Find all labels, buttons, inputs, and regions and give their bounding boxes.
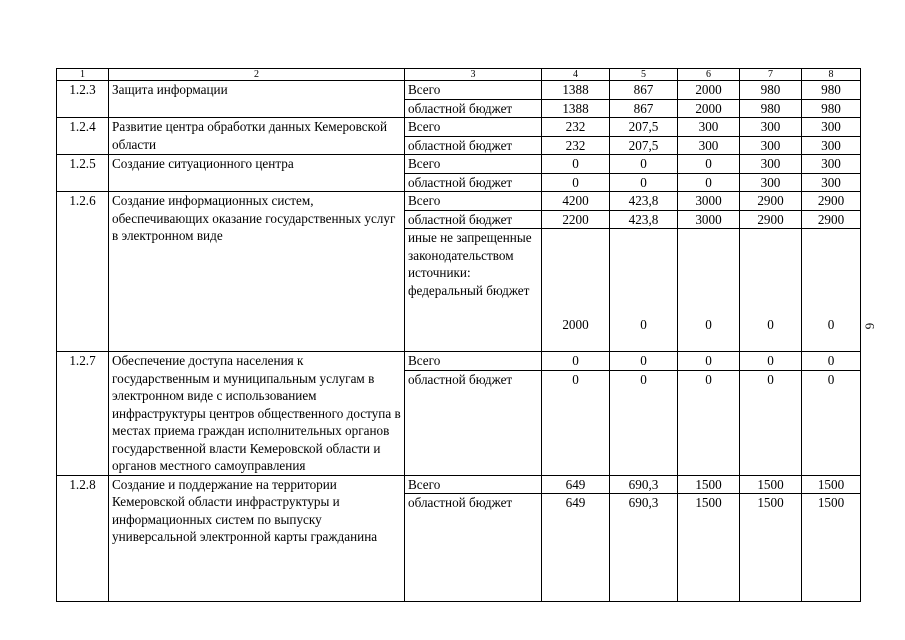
value-cell: 0	[802, 229, 861, 352]
value-cell: 300	[740, 136, 802, 155]
value-cell: 2900	[802, 210, 861, 229]
table-row	[57, 352, 861, 371]
value-cell: 980	[802, 81, 861, 100]
value-cell: 300	[802, 118, 861, 137]
row-name: Создание информационных систем, обеспечивающих оказание государственных услуг в электронном виде	[109, 192, 405, 352]
row-number: 1.2.6	[57, 192, 109, 352]
header-cell: 8	[802, 69, 861, 81]
value-cell: 1500	[740, 475, 802, 494]
value-cell: 649	[542, 494, 610, 602]
value-cell: 980	[740, 99, 802, 118]
value-cell: 980	[802, 99, 861, 118]
table-row	[57, 118, 861, 137]
value-cell: 2000	[542, 229, 610, 352]
value-cell: 300	[740, 155, 802, 174]
value-cell: 207,5	[610, 136, 678, 155]
value-cell: 1500	[802, 494, 861, 602]
value-cell: 0	[678, 229, 740, 352]
row-number: 1.2.7	[57, 352, 109, 476]
value-cell: 1500	[740, 494, 802, 602]
funding-source: иные не запрещенные законодательством источники: федеральный бюджет	[405, 229, 542, 352]
table-row	[57, 192, 861, 211]
row-name: Создание и поддержание на территории Кемеровской области инфраструктуры и информационных систем по выпуску универсальной электронной карты гражданина	[109, 475, 405, 602]
value-cell: 300	[740, 118, 802, 137]
funding-source: областной бюджет	[405, 99, 542, 118]
value-cell: 423,8	[610, 210, 678, 229]
value-cell: 0	[542, 352, 610, 371]
value-cell: 0	[678, 173, 740, 192]
value-cell: 867	[610, 81, 678, 100]
funding-source: областной бюджет	[405, 494, 542, 602]
funding-source: областной бюджет	[405, 370, 542, 475]
row-name: Защита информации	[109, 81, 405, 118]
row-number: 1.2.3	[57, 81, 109, 118]
value-cell: 2900	[802, 192, 861, 211]
value-cell: 980	[740, 81, 802, 100]
value-cell: 300	[678, 118, 740, 137]
value-cell: 1500	[678, 494, 740, 602]
value-cell: 0	[740, 370, 802, 475]
value-cell: 690,3	[610, 494, 678, 602]
funding-source: Всего	[405, 352, 542, 371]
header-cell: 3	[405, 69, 542, 81]
value-cell: 0	[610, 229, 678, 352]
value-cell: 0	[542, 173, 610, 192]
value-cell: 0	[802, 352, 861, 371]
row-name: Развитие центра обработки данных Кемеровской области	[109, 118, 405, 155]
funding-source: Всего	[405, 155, 542, 174]
value-cell: 649	[542, 475, 610, 494]
table-row	[57, 81, 861, 100]
value-cell: 0	[610, 370, 678, 475]
funding-source: Всего	[405, 475, 542, 494]
header-cell: 7	[740, 69, 802, 81]
row-number: 1.2.4	[57, 118, 109, 155]
value-cell: 1500	[678, 475, 740, 494]
value-cell: 300	[802, 155, 861, 174]
funding-source: Всего	[405, 192, 542, 211]
value-cell: 0	[542, 370, 610, 475]
row-name: Обеспечение доступа населения к государственным и муниципальным услугам в электронном виде с использованием инфраструктуры центров общественного доступа в местах приема граждан исполнительных органов государственной власти Кемеровской области и органов местного самоуправления	[109, 352, 405, 476]
funding-source: Всего	[405, 81, 542, 100]
value-cell: 1388	[542, 99, 610, 118]
value-cell: 423,8	[610, 192, 678, 211]
header-cell: 6	[678, 69, 740, 81]
value-cell: 0	[740, 352, 802, 371]
value-cell: 1388	[542, 81, 610, 100]
value-cell: 1500	[802, 475, 861, 494]
value-cell: 867	[610, 99, 678, 118]
value-cell: 0	[542, 155, 610, 174]
value-cell: 3000	[678, 192, 740, 211]
row-name: Создание ситуационного центра	[109, 155, 405, 192]
value-cell: 2200	[542, 210, 610, 229]
row-number: 1.2.8	[57, 475, 109, 602]
value-cell: 690,3	[610, 475, 678, 494]
value-cell: 0	[678, 370, 740, 475]
value-cell: 3000	[678, 210, 740, 229]
table-row	[57, 155, 861, 174]
header-cell: 2	[109, 69, 405, 81]
value-cell: 2900	[740, 192, 802, 211]
funding-source: областной бюджет	[405, 210, 542, 229]
value-cell: 300	[802, 136, 861, 155]
value-cell: 2000	[678, 99, 740, 118]
value-cell: 4200	[542, 192, 610, 211]
budget-table	[56, 68, 861, 602]
value-cell: 300	[678, 136, 740, 155]
value-cell: 300	[802, 173, 861, 192]
value-cell: 0	[802, 370, 861, 475]
value-cell: 0	[610, 155, 678, 174]
page-number: 6	[862, 322, 878, 330]
value-cell: 232	[542, 136, 610, 155]
row-number: 1.2.5	[57, 155, 109, 192]
funding-source: Всего	[405, 118, 542, 137]
value-cell: 2000	[678, 81, 740, 100]
value-cell: 2900	[740, 210, 802, 229]
value-cell: 207,5	[610, 118, 678, 137]
header-cell: 1	[57, 69, 109, 81]
value-cell: 0	[610, 352, 678, 371]
header-cell: 4	[542, 69, 610, 81]
value-cell: 0	[678, 352, 740, 371]
table-row	[57, 475, 861, 494]
funding-source: областной бюджет	[405, 173, 542, 192]
header-row	[57, 69, 861, 81]
funding-source: областной бюджет	[405, 136, 542, 155]
value-cell: 0	[610, 173, 678, 192]
value-cell: 232	[542, 118, 610, 137]
value-cell: 0	[740, 229, 802, 352]
value-cell: 300	[740, 173, 802, 192]
value-cell: 0	[678, 155, 740, 174]
header-cell: 5	[610, 69, 678, 81]
